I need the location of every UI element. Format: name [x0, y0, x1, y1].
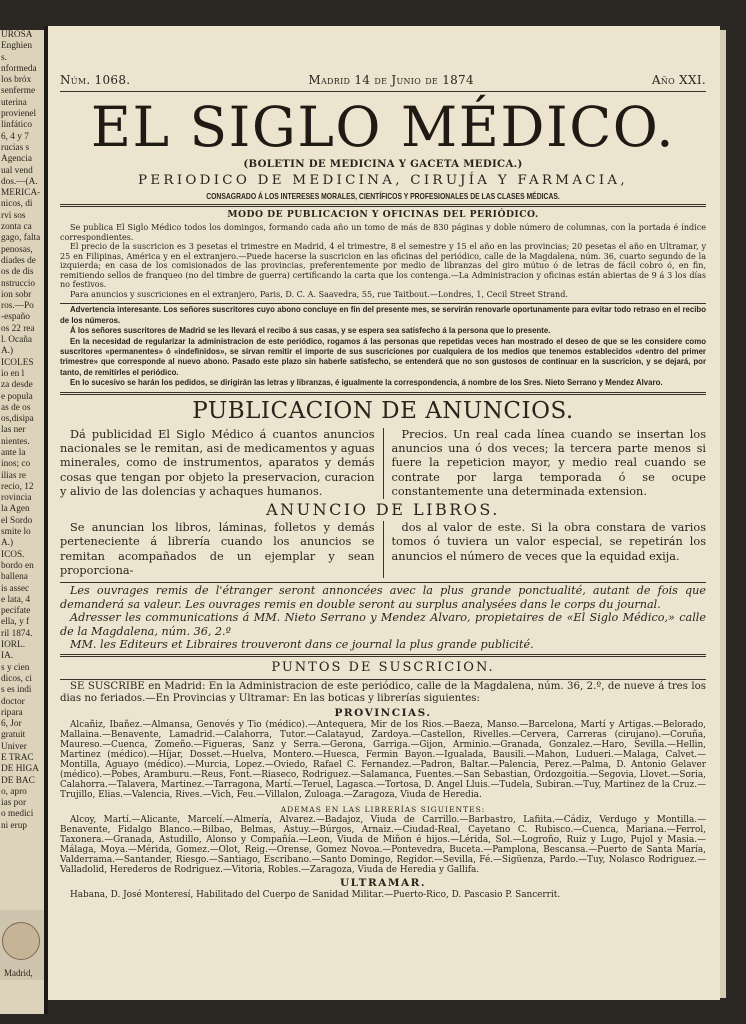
previous-page-line: DE HIGA	[1, 764, 39, 775]
previous-page-line: recio, 12	[1, 481, 34, 492]
publication-paragraph: Se publica El Siglo Médico todos los domingos, formando cada año un tomo de más de 830 páginas y doble número de columnas, con la portada é índice correspondientes.	[60, 223, 706, 242]
previous-page-line: uterina	[1, 97, 27, 108]
previous-page-line: E TRAC	[1, 753, 34, 763]
books-heading: ANUNCIO DE LIBROS.	[266, 500, 500, 520]
previous-page-line: UROSA	[1, 30, 33, 40]
previous-page-line: os,disipa	[1, 414, 34, 425]
spine-text: Madrid,	[4, 968, 33, 978]
advertising-right-column: Precios. Un real cada línea cuando se insertan los anuncios una ó dos veces; la tercera parte menos si fuere la repeticion mayor, y medio real cuando se contrate por larga temporada ó se ocupe constantemente una determinada extension.	[391, 427, 706, 498]
previous-page-line: dicos, ci	[1, 673, 32, 684]
previous-page-line: la Agen	[1, 504, 30, 515]
books-columns	[60, 521, 706, 578]
previous-page-line: s es indi	[1, 685, 32, 696]
previous-page-line: bordo en	[1, 560, 34, 571]
previous-page-line: A.)	[1, 346, 14, 357]
advertising-heading: PUBLICACION DE ANUNCIOS.	[192, 397, 574, 424]
previous-page-line: IORL.	[1, 640, 26, 651]
previous-page-line: ril 1874.	[1, 628, 33, 639]
previous-page-line: o medici	[1, 809, 34, 820]
previous-page-line: s y cien	[1, 662, 30, 673]
dateline: Madrid 14 de Junio de 1874	[308, 73, 474, 87]
previous-page-line: ella, y f	[1, 617, 30, 628]
previous-page-line: e lata, 4	[1, 594, 31, 605]
column-divider	[383, 521, 384, 578]
overseas-heading: ULTRAMAR.	[339, 876, 427, 889]
previous-page-line: ICOLES	[1, 357, 34, 368]
previous-page-line: ion sobr	[1, 289, 32, 300]
provinces-list: Alcañiz, Ibañez.—Almansa, Genovés y Tio (médico).—Antequera, Mir de los Rios.—Baeza, Manso.—Barcelona, Martí y Artigas.—Belorado, Mallaina.—Benavente, Lamadrid.—Calahorra, Tutor.—Calatayud, Zardoya.—Castellon, Rivelles.—Cervera, Carreras (cirujano).—Coruña, Maureso.—Cuenca, Zomeño.—Figueras, Sanz y Serra.—Gerona, Garriga.—Gijon, Arminio.—Granada, Gonzalez.—Haro, Sevilla.—Hellin, Martinez (médico).—Híjar, Dosset.—Huelva, Montero.—Huesca, Fermin Bayon.—Igualada, Bausili.—Mahon, Ludueri.—Malaga, Calvet.—Montilla, Aguayo (médico).—Murcia, Lopez.—Oviedo, Rafael C. Fernandez.—Padron, Baltar.—Palencia, Perez.—Palma, D. Antonio Gelaver (médico).—Pobes, Aramburu.—Reus, Font.—Riaseco, Rodriguez.—Salamanca, Fuentes.—San Sebastian, Ordozgoitia.—Segovia, Llovet.—Soria, Calahorra.—Talavera, Martinez.—Tarragona, Martí.—Teruel, Lagasca.—Tortosa, D. Angel Lluis.—Tudela, Subiran.—Tuy, Martinez de la Cruz.—Trujillo, Elias.—Valencia, Rives.—Vich, Feu.—Villalon, Zuloaga.—Zaragoza, Viuda de Heredia.	[60, 720, 706, 801]
previous-page-line: Univer	[1, 741, 27, 752]
notice-text: Los señores suscritores cuyo abono concluye en fin del presente mes, se servirán renovarle oportunamente para evitar todo retraso en el recibo de los números.	[60, 305, 706, 325]
section-double-rule	[60, 654, 706, 657]
previous-page-line: e popula	[1, 391, 33, 402]
previous-page-fragment	[0, 30, 44, 1014]
previous-page-line: ros.—Po	[1, 301, 34, 312]
overseas-list: Habana, D. José Monteresí, Habilitado del Cuerpo de Sanidad Militar.—Puerto-Rico, D. Pascasio P. Sancerrit.	[70, 889, 561, 900]
previous-page-line: ante la	[1, 447, 26, 458]
previous-page-line: 6, 4 y 7	[1, 131, 29, 142]
bookshops-list: Alcoy, Martí.—Alicante, Marcelí.—Almería, Alvarez.—Badajoz, Viuda de Carrillo.—Barbastro, Lafiita.—Cádiz, Verdugo y Montilla.—Benavente, Fidalgo Blanco.—Bilbao, Belmas, Astuy.—Búrgos, Arnaiz.—Ciudad-Real, Cayetano C. Rubisco.—Cuenca, Mariana.—Ferrol, Taxonera.—Granada, Astudillo, Alonso y Compañía.—Leon, Viuda de Miñon é hijos.—Lérida, Sol.—Logroño, Ruiz y Lugo, Pujol y Masia.—Málaga, Moya.—Mérida, Gomez.—Olot, Reig.—Orense, Gomez Novoa.—Pontevedra, Buceta.—Pamplona, Bescansa.—Puerto de Santa María, Valderrama.—Santander, Riesgo.—Santiago, Escribano.—Santo Domingo, Regidor.—Sevilla, Fé.—Sigüenza, Pardo.—Tuy, Nolasco Rodriguez.—Valladolid, Herederos de Rodriguez.—Vitoria, Robles.—Zaragoza, Viuda de Heredia y Gallifa.	[60, 814, 706, 875]
previous-page-line: rucias s	[1, 142, 30, 153]
previous-page-line: provienel	[1, 109, 37, 120]
previous-page-line: s.	[1, 52, 7, 63]
previous-page-line: os de dis	[1, 267, 34, 278]
notice-paragraph	[60, 305, 706, 326]
previous-page-line: penosas,	[1, 244, 33, 255]
foreign-publicity-notice: MM. les Editeurs et Libraires trouveront dans ce journal la plus grande publicité.	[70, 637, 534, 651]
section-rule	[60, 303, 706, 304]
newspaper-title: EL SIGLO MÉDICO.	[90, 95, 676, 159]
previous-page-line: las ner	[1, 425, 26, 436]
previous-page-line: Enghien	[1, 41, 32, 52]
books-right-column: dos al valor de este. Si la obra constara de varios tomos ó tuviera un valor especial, se repetirán los anuncios el número de veces que la equidad exija.	[391, 521, 706, 563]
publication-paragraph: Para anuncios y suscriciones en el extranjero, Paris, D. C. A. Saavedra, 55, rue Taitbout.—Londres, 1, Cecil Street Strand.	[70, 289, 568, 299]
previous-page-line: rvi sos	[1, 210, 26, 221]
advertising-columns	[60, 428, 706, 499]
previous-page-line: ilias re	[1, 470, 27, 481]
previous-page-line: os 22 rea	[1, 323, 35, 334]
newspaper-page	[48, 26, 720, 1000]
previous-page-line: za desde	[1, 380, 33, 391]
previous-page-line: gratuit	[1, 730, 26, 741]
previous-page-line: 6, Jor	[1, 719, 22, 730]
previous-page-line: el Sordo	[1, 515, 33, 526]
column-divider	[383, 428, 384, 499]
previous-page-line: nstruccio	[1, 278, 36, 289]
spine-label	[0, 910, 44, 980]
foreign-address-notice: Adresser les communications á MM. Nieto Serrano y Mendez Alvaro, propietaires de «El Siglo Médico,» calle de la Magdalena, núm. 36, 2.º	[60, 611, 706, 638]
previous-page-line: smite lo	[1, 527, 31, 538]
previous-page-text	[0, 30, 44, 832]
previous-page-line: rovincia	[1, 493, 32, 504]
previous-page-line: MERICA-	[1, 188, 41, 199]
previous-page-line: nientes.	[1, 436, 30, 447]
previous-page-line: ias por	[1, 798, 27, 809]
previous-page-line: ni erup	[1, 820, 28, 831]
previous-page-line: diades de	[1, 255, 36, 266]
bookshops-heading: ADEMAS EN LAS LIBRERÍAS SIGUIENTES:	[280, 804, 486, 814]
previous-page-line: DE BAC	[1, 775, 35, 786]
notice-paragraph: En lo sucesivo se harán los pedidos, se dirigirán las letras y libranzas, é igualmente la correspondencia, á nombre de los Sres. Nieto Serrano y Mendez Alvaro.	[70, 378, 663, 388]
subscription-intro: SE SUSCRIBE en Madrid: En la Administracion de este periódico, calle de la Magdalena, núm. 36, 2.º, de nueve á tres los dias no feriados.—En Provincias y Ultramar: En las boticas y librerías siguientes:	[60, 681, 706, 705]
previous-page-line: linfático	[1, 120, 32, 131]
previous-page-line: doctor	[1, 696, 25, 707]
previous-page-line: l. Ocaña	[1, 335, 32, 346]
newspaper-subtitle: (BOLETIN DE MEDICINA Y GACETA MEDICA.)	[243, 158, 523, 170]
previous-page-line: nformeda	[1, 63, 37, 74]
notice-paragraph: Á los señores suscritores de Madrid se les llevará el recibo á sus casas, y se espera sea satisfecho á la persona que lo presente.	[70, 326, 551, 336]
previous-page-line: as de os	[1, 402, 31, 413]
previous-page-line: is assec	[1, 583, 30, 594]
foreign-books-notice: Les ouvrages remis de l'étranger seront annoncées avec la plus grande ponctualité, autant de fois que demanderá sa valeur. Les ouvrages remis en double seront au surplus analysées dans le corps du journal.	[60, 584, 706, 611]
publication-paragraph: El precio de la suscricion es 3 pesetas el trimestre en Madrid, 4 el trimestre, 8 el semestre y 15 el año en las provincias; 20 pesetas el año en Ultramar, y 25 en Filipinas, América y en el extranjero.—Puede hacerse la suscricion en las oficinas del periódico, calle de la Magdalena, núm. 36, cuarto segundo de la izquierda; en casa de los comisionados de las provincias, preferentemente por medio de libranzas del giro mútuo ó de letras de fácil cobro ó, en fin, remitiendo sellos de franqueo (no del timbre de guerra) certificando la carta que los contenga.—La Administracion y oficinas están abiertas de 9 á 3 los días no festivos.	[60, 242, 706, 290]
publication-mode-heading: MODO DE PUBLICACION Y OFICINAS DEL PERIÓDICO.	[227, 209, 539, 220]
subscription-heading: PUNTOS DE SUSCRICION.	[271, 660, 495, 676]
previous-page-line: los bróx	[1, 75, 32, 86]
previous-page-line: gago, falta	[1, 233, 41, 244]
masthead-double-rule	[60, 204, 706, 207]
previous-page-line: IA.	[1, 651, 14, 662]
section-rule	[60, 582, 706, 583]
previous-page-line: -españo	[1, 312, 30, 323]
previous-page-line: nicos, di	[1, 199, 33, 210]
previous-page-line: pecifate	[1, 606, 31, 617]
library-seal-icon	[2, 922, 40, 960]
masthead-rule	[60, 91, 706, 92]
previous-page-line: dos.—(A.	[1, 176, 38, 187]
previous-page-line: ICOS.	[1, 549, 25, 560]
previous-page-line: o, apro	[1, 786, 27, 797]
provinces-heading: PROVINCIAS.	[334, 707, 432, 720]
advertising-left-column: Dá publicidad El Siglo Médico á cuantos anuncios nacionales se le remitan, asi de medicamentos y aguas minerales, como de instrumentos, aparatos y demás cosas que tengan por objeto la preservacion, curacion y alivio de las dolencias y achaques humanos.	[60, 427, 375, 498]
year-label: Año XXI.	[651, 73, 706, 87]
previous-page-line: ripara	[1, 707, 23, 718]
books-left-column: Se anuncian los libros, láminas, folletos y demás perteneciente á librería cuando los anuncios se remitan acompañados de un ejemplar y sean proporciona-	[60, 521, 375, 577]
newspaper-dedication: CONSAGRADO Á LOS INTERESES MORALES, CIENTÍFICOS Y PROFESIONALES DE LAS CLASES MÉDICAS.	[206, 191, 560, 201]
previous-page-line: A.)	[1, 538, 14, 549]
previous-page-line: Agencia	[1, 154, 32, 165]
section-double-rule	[60, 392, 706, 395]
masthead-info-row	[60, 73, 706, 87]
previous-page-line: inos; co	[1, 459, 31, 470]
newspaper-tagline: PERIODICO DE MEDICINA, CIRUJÍA Y FARMACIA,	[138, 173, 628, 188]
previous-page-line: senferme	[1, 86, 36, 97]
previous-page-line: ual vend	[1, 165, 33, 176]
previous-page-line: io en l	[1, 368, 25, 379]
notice-title: Advertencia interesante.	[70, 305, 162, 315]
notice-paragraph: En la necesidad de regularizar la administracion de este periódico, rogamos á las personas que repetidas veces han mostrado el deseo de que se les considere como suscritores «permanentes» ó «indefinidos», se sirvan remitir el importe de sus suscriciones por cualquiera de los medios que tenemos establecidos «dentro del primer trimestre» que corresponde al nuevo abono. Pasado este plazo sin haberle satisfecho, se entenderá que no son gustosos de continuar en la suscricion, y se dejará, por tanto, de remitírles el periódico.	[60, 336, 706, 377]
previous-page-line: ballena	[1, 572, 28, 583]
page-edge	[720, 30, 726, 998]
issue-number: Núm. 1068.	[60, 73, 131, 87]
previous-page-line: zonta ca	[1, 222, 32, 233]
